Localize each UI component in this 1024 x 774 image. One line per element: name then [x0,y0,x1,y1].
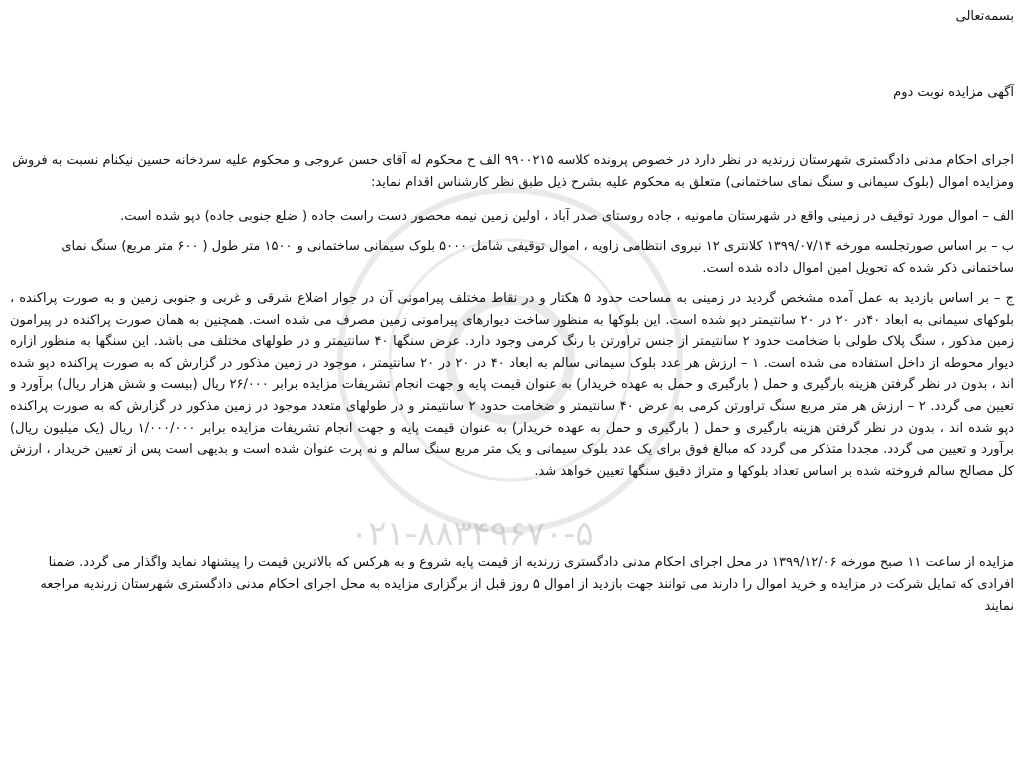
paragraph-jim: ج – بر اساس بازدید به عمل آمده مشخص گردید در زمینی به مساحت حدود ۵ هکتار و در نقاط مختلف پیرامونی آن در جوار اضلاع شرقی و غربی و جنوبی زمین و به صورت پراکنده ، بلوکهای سیمانی به ابعاد ۴۰در ۲۰ در ۲۰ سانتیمتر دپو شده است. این بلوکها به منظور ساخت دیوارهای پیرامونی زمین مصرف می شده است. همچنین به همان صورت پراکنده در پیرامون زمین مذکور ، سنگ پلاک طولی با ضخامت حدود ۲ سانتیمتر از جنس تراورتن با رنگ کرمی وجود دارد. عرض سنگها ۴۰ سانتیمتر و در طولهای مختلف می باشد. این سنگها به منظور ازاره دیوار محوطه از داخل استفاده می شده است. ۱ – ارزش هر عدد بلوک سیمانی سالم به ابعاد ۴۰ در ۲۰ در ۲۰ سانتیمتر ، موجود در زمین مذکور در گزارش که به صورت پراکنده دپو شده اند ، بدون در نظر گرفتن هزینه بارگیری و حمل ( بارگیری و حمل به عهده خریدار) به عنوان قیمت پایه و جهت انجام تشریفات مزایده برابر ۲۶/۰۰۰ ریال (بیست و شش هزار ریال) برآورد و تعیین می گردد. ۲ – ارزش هر متر مربع سنگ تراورتن کرمی به عرض ۴۰ سانتیمتر و ضخامت حدود ۲ سانتیمتر و در طولهای متعدد موجود در زمین مذکور در گزارش که به صورت پراکنده دپو شده اند ، بدون در نظر گرفتن هزینه بارگیری و حمل ( بارگیری و حمل به عهده خریدار) به عنوان قیمت پایه و جهت انجام تشریفات مزایده برابر ۱/۰۰۰/۰۰۰ ریال (یک میلیون ریال) برآورد و تعیین می گردد. مجددا متذکر می گردد که مبالغ فوق برای یک عدد بلوک سیمانی و یک متر مربع سنگ سالم و نه پرت عنوان شده است و بدیهی است پس از تعیین خریدار ، ارزش کل مصالح سالم فروخته شده بر اساس تعداد بلوکها و متراژ دقیق سنگها تعیین خواهد شد. [10,291,1015,479]
paragraph-be: ب – بر اساس صورتجلسه مورخه ۱۳۹۹/۰۷/۱۴ کلانتری ۱۲ نیروی انتظامی زاویه ، اموال توقیفی شامل ۵۰۰۰ بلوک سیمانی ساختمانی و ۱۵۰۰ متر طول ( ۶۰۰ متر مربع) سنگ نمای ساختمانی ذکر شده که تحویل امین اموال داده شده است. [61,239,1014,276]
paragraph-alef: الف – اموال مورد توقیف در زمینی واقع در شهرستان مامونیه ، جاده روستای صدر آباد ، اولین زمین نیمه محصور دست راست جاده ( ضلع جنوبی جاده) دپو شده است. [120,209,1014,224]
document-title: آگهی مزایده نوبت دوم [893,85,1014,100]
paragraph-intro: اجرای احکام مدنی دادگستری شهرستان زرندیه در نظر دارد در خصوص پرونده کلاسه ۹۹۰۰۲۱۵ الف ح محکوم له آقای حسن عروجی و محکوم علیه سردخانه حسین نیکنام نسبت به فروش ومزایده اموال (بلوک سیمانی و سنگ نمای ساختمانی) متعلق به محکوم علیه بشرح ذیل طبق نظر کارشناس اقدام نماید: [12,153,1014,190]
paragraph-auction-time: مزایده از ساعت ۱۱ صبح مورخه ۱۳۹۹/۱۲/۰۶ در محل اجرای احکام مدنی دادگستری زرندیه از قیمت پایه شروع و به هرکس که بالاترین قیمت را پیشنهاد نماید واگذار می گردد. ضمنا افرادی که تمایل شرکت در مزایده و خرید اموال را دارند می توانند جهت بازدید از اموال ۵ روز قبل از برگزاری مزایده به محل اجرای احکام مدنی دادگستری شهرستان زرندیه مراجعه نمایند [40,555,1014,614]
watermark-phone: ۰۲۱-۸۸۳۴۹۶۷۰-۵ [350,514,594,554]
bismillah-heading: بسمه‌تعالی [955,9,1014,24]
